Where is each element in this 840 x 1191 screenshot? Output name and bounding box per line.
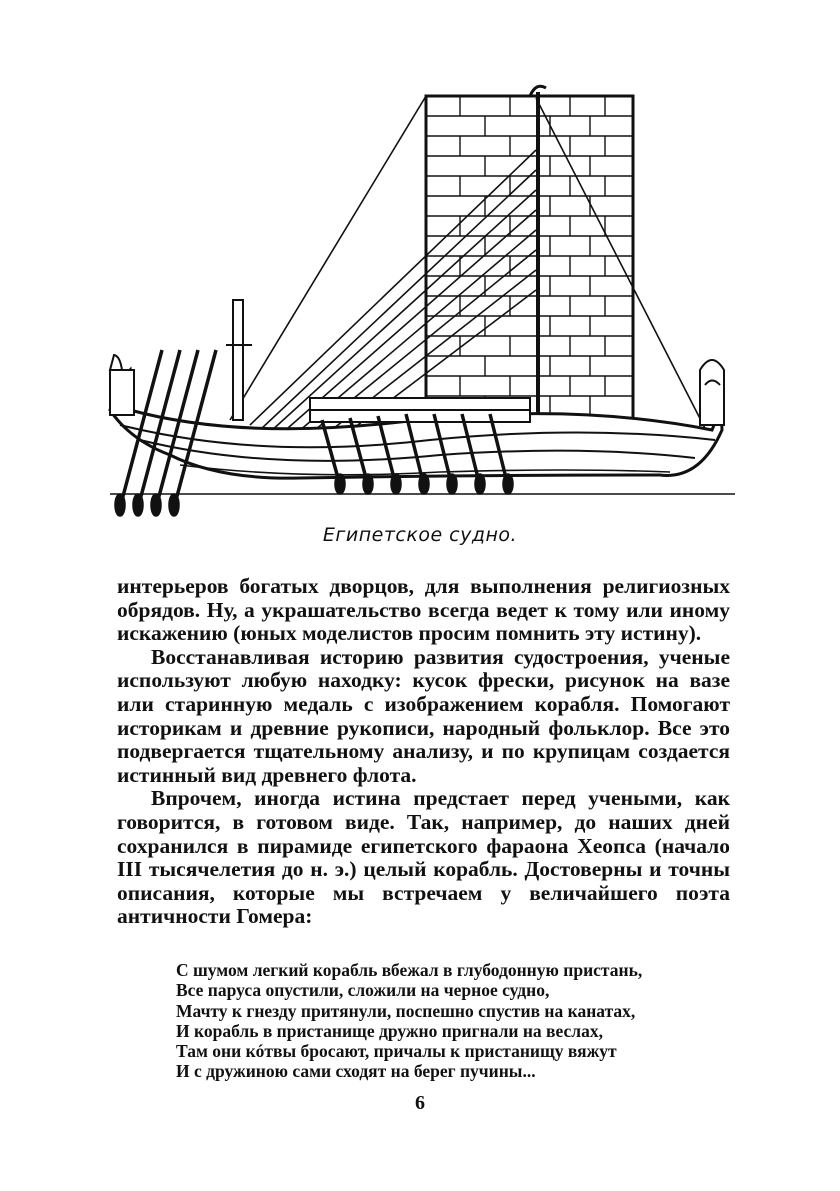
verse-line: Мачту к гнезду притянули, поспешно спустив на канатах, [176,1000,636,1021]
verse-line: С шумом легкий корабль вбежал в глубодонную пристань, [176,960,643,980]
verse-quote [176,960,642,1082]
verse-line: Там они кóтвы бросают, причалы к пристанищу вяжут [176,1041,617,1062]
paragraph-3: Впрочем, иногда истина предстает перед учеными, как говорится, в готовом виде. Так, например, до наших дней сохранился в пирамиде египетского фараона Хеопса (начало III тысячелетия до н. э.) целый корабль. Достоверны и точны описания, которые мы встречаем у величайшего поэта античности Гомера: [117,786,730,929]
paragraph-2: Восстанавливая историю развития судостроения, ученые используют любую находку: кусок фрески, рисунок на вазе или старинную медаль с изображением корабля. Помогают историкам и древние рукописи, народный фольклор. Все это подвергается тщательному анализу, и по крупицам создается истинный вид древнего флота. [117,644,730,787]
stern-post [226,300,252,420]
verse-line: Все паруса опустили, сложили на черное судно, [176,980,550,1001]
ship-figure [100,80,740,520]
paragraph-1: интерьеров богатых дворцов, для выполнения религиозных обрядов. Ну, а украшательство всегда ведет к тому или иному искажению (юных моделистов просим помнить эту истину). [117,574,730,646]
verse-line: И корабль в пристанище дружно пригнали на веслах, [176,1020,603,1041]
bow-ornament [700,360,724,425]
verse-line: И с дружиною сами сходят на берег пучины... [176,1061,536,1082]
page-number: 6 [415,1092,425,1114]
body-text [117,575,730,929]
egyptian-ship-illustration [100,80,740,520]
deck-cabin [310,398,530,422]
figure-caption: Египетское судно. [322,524,518,546]
stern-ornament [110,355,134,415]
